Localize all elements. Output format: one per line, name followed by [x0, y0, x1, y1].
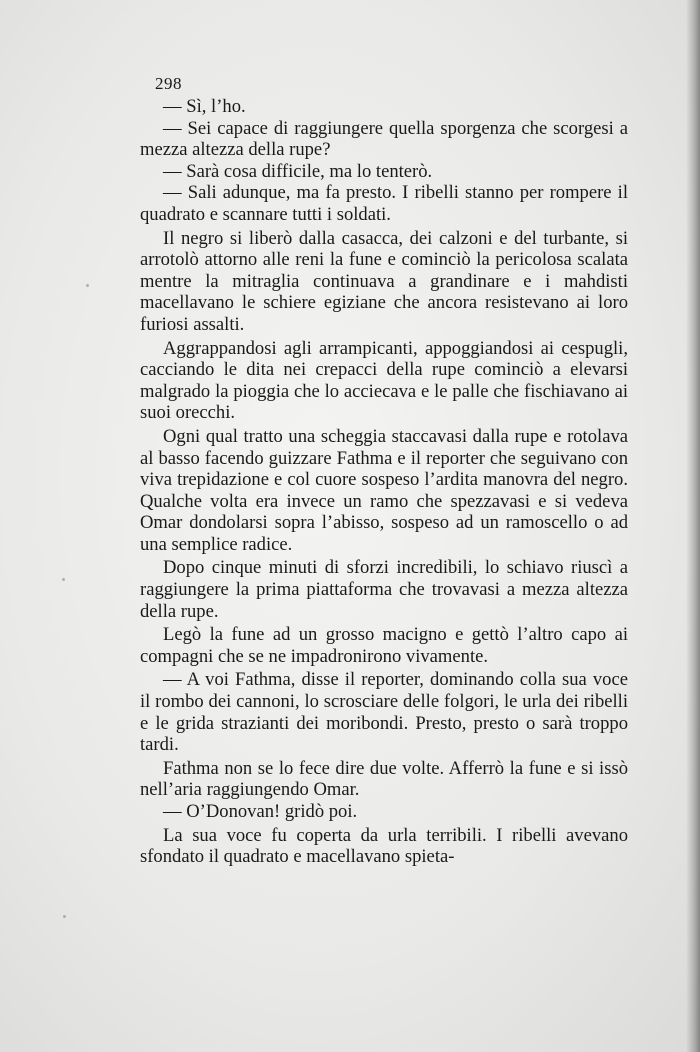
dialogue-line: — O’Donovan! gridò poi. [163, 801, 358, 822]
dialogue-line: — Sali adunque, ma fa presto. I ribelli stanno per rompere il quadrato e scannare tutti i soldati. [140, 182, 628, 225]
ink-speck [63, 915, 66, 918]
page-number: 298 [155, 74, 182, 93]
paragraph: Aggrappandosi agli arrampicanti, appoggiandosi ai cespugli, cacciando le dita nei crepacci della rupe cominciò a elevarsi malgrado la pioggia che lo acciecava e le palle che fischiavano ai suoi orecchi. [140, 337, 628, 424]
paragraph: Il negro si liberò dalla casacca, dei calzoni e del turbante, si arrotolò attorno alle reni la fune e cominciò la pericolosa scalata mentre la mitraglia continuava a grandinare e i mahdisti macellavano le schiere egiziane che ancora resistevano ai loro furiosi assalti. [140, 227, 628, 335]
body-text [140, 96, 628, 868]
dialogue-line: — Sei capace di raggiungere quella sporgenza che scorgesi a mezza altezza della rupe? [140, 117, 628, 161]
paragraph: La sua voce fu coperta da urla terribili. I ribelli avevano sfondato il quadrato e macellavano spieta- [140, 824, 628, 868]
paragraph: Dopo cinque minuti di sforzi incredibili, lo schiavo riuscì a raggiungere la prima piattaforma che trovavasi a mezza altezza della rupe. [140, 557, 628, 622]
ink-speck [62, 578, 65, 581]
dialogue-line: — Sì, l’ho. [163, 96, 246, 117]
dialogue-line: — Sarà cosa difficile, ma lo tenterò. [163, 160, 433, 182]
dialogue-line: — A voi Fathma, disse il reporter, dominando colla sua voce il rombo dei cannoni, lo scrosciare delle folgori, le urla dei ribelli e le grida strazianti dei moribondi. Presto, presto o sarà troppo tardi. [140, 669, 628, 756]
paragraph: Legò la fune ad un grosso macigno e gettò l’altro capo ai compagni che se ne impadronirono vivamente. [140, 624, 628, 667]
paragraph: Fathma non se lo fece dire due volte. Afferrò la fune e si issò nell’aria raggiungendo Omar. [140, 757, 628, 801]
ink-speck [86, 284, 89, 287]
page-edge-shadow [686, 0, 700, 1052]
paragraph: Ogni qual tratto una scheggia staccavasi dalla rupe e rotolava al basso facendo guizzare Fathma e il reporter che seguivano con viva trepidazione e col cuore sospeso l’ardita manovra del negro. Qualche volta era invece un ramo che spezzavasi e si vedeva Omar dondolarsi sopra l’abisso, sospeso ad un ramoscello o ad una semplice radice. [140, 425, 628, 555]
